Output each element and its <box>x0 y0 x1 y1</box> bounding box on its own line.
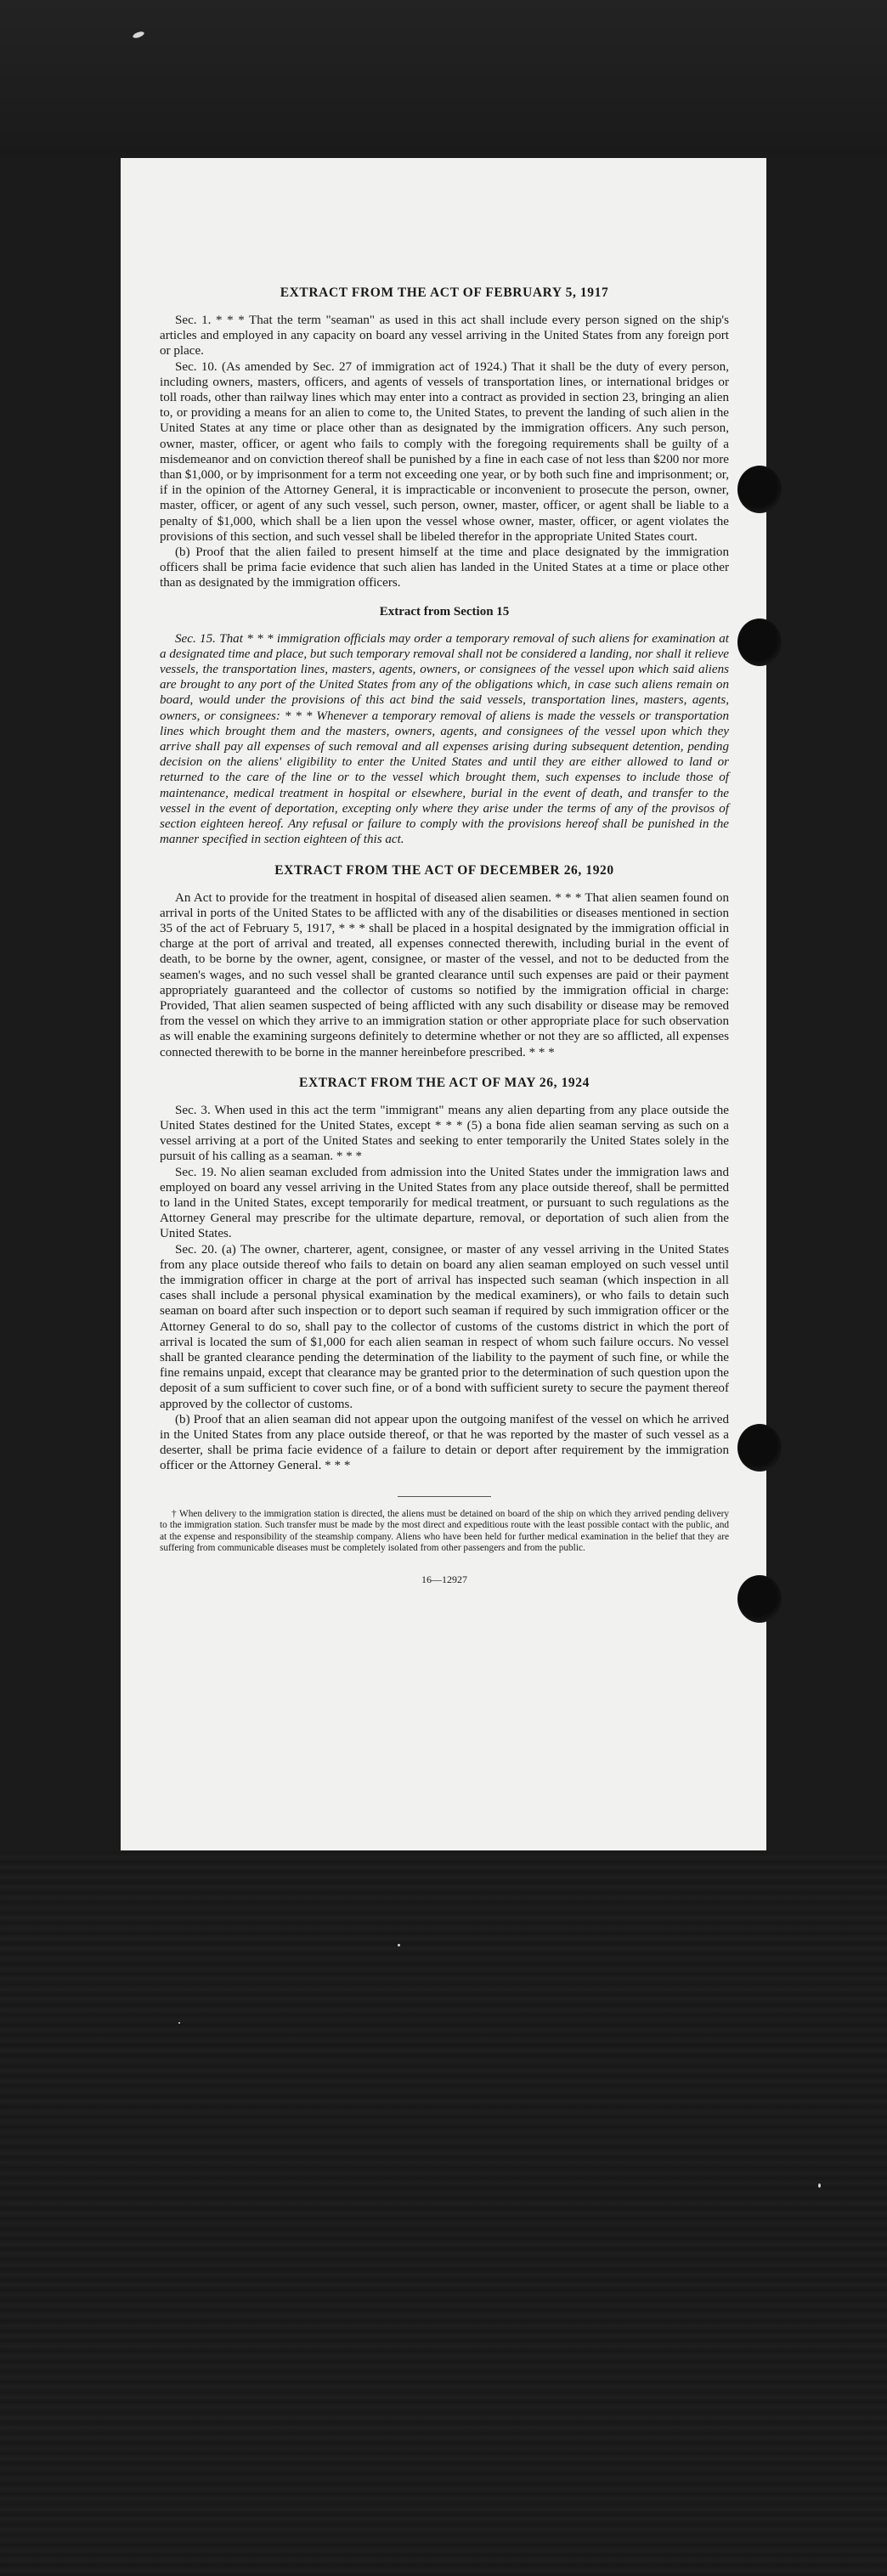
heading-act-1920: EXTRACT FROM THE ACT OF DECEMBER 26, 1920 <box>274 862 614 878</box>
paragraph-sec-10-b: (b) Proof that the alien failed to present himself at the time and place designated by the immigration officers shall be prima facie evidence that such alien has landed in the United States at a time or place other than as designated by the immigration officers. <box>160 545 729 590</box>
footnote: † When delivery to the immigration station is directed, the aliens must be detained on board of the ship on which they arrived pending delivery to the immigration station. Such transfer must be made by the most direct and expeditious route with the least possible contact with the public, and at the expense and responsibility of the steamship company. Aliens who have been held for further medical examination in the belief that they are suffering from communicable diseases must be completely isolated from other passengers and from the public. <box>160 1508 729 1554</box>
film-speck <box>398 1944 400 1946</box>
film-speck <box>818 2183 821 2188</box>
film-margin-bottom <box>0 1852 887 2576</box>
subheading-section-15: Extract from Section 15 <box>379 604 510 619</box>
punch-hole <box>737 1575 782 1623</box>
film-speck <box>178 2022 180 2024</box>
paragraph-sec-1: Sec. 1. * * * That the term "seaman" as used in this act shall include every person signed on the ship's articles and employed in any capacity on board any vessel arriving in the United States from any foreign port or place. <box>160 314 729 359</box>
heading-act-1924: EXTRACT FROM THE ACT OF MAY 26, 1924 <box>299 1075 590 1090</box>
paragraph-sec-10: Sec. 10. (As amended by Sec. 27 of immigration act of 1924.) That it shall be the duty of every person, including owners, masters, officers, and agents of vessels of transportation lines, or international bridges or toll roads, other than railway lines which may enter into a contract as provided in section 23, bringing an alien to, or providing a means for an alien to come to, the United States, to prevent the landing of such alien in the United States at any time or place other than as designated by the immigration officers. Any such person, owner, master, officer, or agent who fails to comply with the foregoing requirements shall be guilty of a misdemeanor and on conviction thereof shall be punished by a fine in each case of not less than $200 nor more than $1,000, or by imprisonment for a term not exceeding one year, or by both such fine and imprisonment; or, if in the opinion of the Attorney General, it is impracticable or inconvenient to prosecute the person, owner, master, officer, or agent of any such vessel, such person, owner, master, officer, or agent shall be liable to a penalty of $1,000, which shall be a lien upon the vessel whose owner, master, officer, or agent violates the provisions of this section, and such vessel shall be libeled therefor in the appropriate United States court. <box>160 359 729 544</box>
paragraph-sec-20-b: (b) Proof that an alien seaman did not appear upon the outgoing manifest of the vessel on which he arrived in the United States from any place outside thereof, or that he was reported by the master of such vessel as a deserter, shall be prima facie evidence of a failure to detain or deport after requirement by the immigration officer or the Attorney General. * * * <box>160 1412 729 1473</box>
punch-hole <box>737 1424 782 1472</box>
paragraph-sec-20: Sec. 20. (a) The owner, charterer, agent, consignee, or master of any vessel arriving in the United States from any place outside thereof who fails to detain on board any alien seaman employed on such vessel until the immigration officer in charge at the port of arrival has inspected such seaman (which inspection in all cases shall include a personal physical examination by the medical examiners), or who fails to detain such seaman on board after such inspection or to deport such seaman if required by such immigration officer or the Attorney General to do so, shall pay to the collector of customs of the customs district in which the port of arrival is located the sum of $1,000 for each alien seaman in respect of whom such failure occurs. No vessel shall be granted clearance pending the determination of the liability to the payment of such fine, or while the fine remains unpaid, except that clearance may be granted prior to the determination of such question upon the deposit of a sum sufficient to cover such fine, or of a bond with sufficient surety to secure the payment thereof approved by the collector of customs. <box>160 1242 729 1411</box>
document-page <box>121 158 766 1850</box>
punch-hole <box>737 619 782 666</box>
paragraph-sec-19: Sec. 19. No alien seaman excluded from admission into the United States under the immigration laws and employed on board any vessel arriving in the United States from any place outside thereof, shall be permitted to land in the United States, except temporarily for medical treatment, or pursuant to such regulations as the Attorney General may prescribe for the ultimate departure, removal, or deportation of such alien from the United States. <box>160 1165 729 1241</box>
film-margin-top <box>0 0 887 157</box>
paragraph-sec-3: Sec. 3. When used in this act the term "immigrant" means any alien departing from any place outside the United States destined for the United States, except * * * (5) a bona fide alien seaman serving as such on a vessel arriving at a port of the United States and seeking to enter temporarily the United States solely in the pursuit of his calling as a seaman. * * * <box>160 1103 729 1164</box>
paragraph-act-1920: An Act to provide for the treatment in hospital of diseased alien seamen. * * * That alien seamen found on arrival in ports of the United States to be afflicted with any of the disabilities or diseases mentioned in section 35 of the act of February 5, 1917, * * * shall be placed in a hospital designated by the immigration official in charge at the port of arrival and treated, all expenses connected therewith, including burial in the event of death, to be borne by the owner, agent, consignee, or master of the vessel, and not to be deducted from the seamen's wages, and no such vessel shall be granted clearance until such expenses are paid or their payment appropriately guaranteed and the collector of customs so notified by the immigration official in charge: Provided, That alien seamen suspected of being afflicted with any such disability or disease may be removed from the vessel on which they arrive to an immigration station or other appropriate place for such observation as will enable the examining surgeons definitely to determine whether or not they are so afflicted, all expenses connected therewith to be borne in the manner hereinbefore prescribed. * * * <box>160 890 729 1059</box>
heading-act-1917: EXTRACT FROM THE ACT OF FEBRUARY 5, 1917 <box>280 285 609 300</box>
punch-hole <box>737 466 782 513</box>
page-number: 16—12927 <box>421 1573 467 1585</box>
footnote-divider <box>398 1496 491 1497</box>
paragraph-sec-15: Sec. 15. That * * * immigration officials may order a temporary removal of such aliens for examination at a designated time and place, but such temporary removal shall not be considered a landing, nor shall it relieve vessels, the transportation lines, masters, agents, owners, or consignees of the vessel upon which said aliens are brought to any port of the United States from any of the obligations which, in case such aliens remain on board, would under the provisions of this act bind the said vessels, transportation lines, masters, agents, owners, or consignees: * * * Whenever a temporary removal of aliens is made the vessels or transportation lines which brought them and the masters, owners, agents, and consignees of the vessel upon which they arrive shall pay all expenses of such removal and all expenses arising during subsequent detention, pending decision on the aliens' eligibility to enter the United States and until they are either allowed to land or returned to the care of the line or to the vessel which brought them, such expenses to include those of maintenance, medical treatment in hospital or elsewhere, burial in the event of death, and transfer to the vessel in the event of deportation, excepting only where they arise under the terms of any of the provisos of section eighteen hereof. Any refusal or failure to comply with the provisions hereof shall be punished in the manner specified in section eighteen of this act. <box>160 631 729 847</box>
